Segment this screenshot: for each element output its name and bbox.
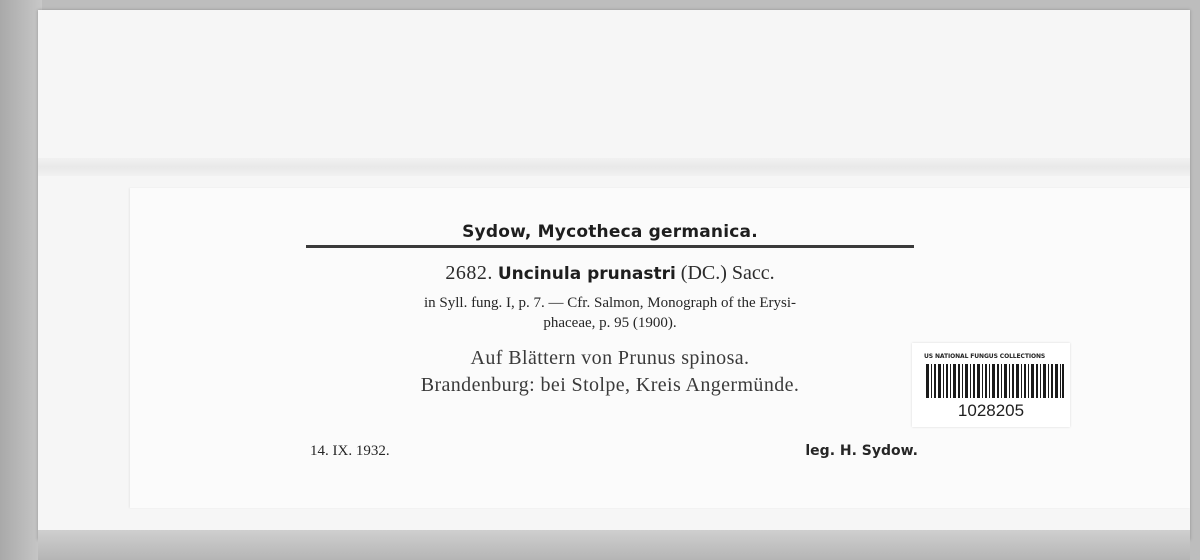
barcode-label	[912, 343, 1070, 427]
collection-date: 14. IX. 1932.	[310, 443, 390, 459]
reference-line-1: in Syll. fung. I, p. 7. — Cfr. Salmon, Monograph of the Erysi-	[423, 295, 797, 311]
literature-reference	[300, 293, 920, 333]
species-line	[300, 262, 920, 285]
exsiccata-number: 2682.	[445, 262, 493, 284]
sheet-fold-strip	[38, 158, 1190, 176]
species-name: Uncinula prunastri	[497, 264, 676, 284]
barcode-heading: US NATIONAL FUNGUS COLLECTIONS	[924, 353, 1046, 360]
barcode-number: 1028205	[957, 401, 1025, 420]
reference-line-2: phaceae, p. 95 (1900).	[543, 315, 677, 331]
sheet-shadow	[38, 530, 1190, 560]
background-edge	[0, 0, 42, 560]
collector: leg. H. Sydow.	[805, 443, 918, 459]
habitat-locality	[300, 345, 920, 399]
title-rule	[306, 245, 914, 248]
barcode-icon	[926, 364, 1064, 398]
habitat-line: Auf Blättern von Prunus spinosa.	[470, 347, 750, 369]
series-title: Sydow, Mycotheca germanica.	[462, 222, 758, 242]
species-authority: (DC.) Sacc.	[680, 262, 775, 284]
label-footer	[310, 443, 918, 460]
locality-line: Brandenburg: bei Stolpe, Kreis Angermünde.	[420, 374, 800, 396]
specimen-label	[300, 222, 920, 399]
